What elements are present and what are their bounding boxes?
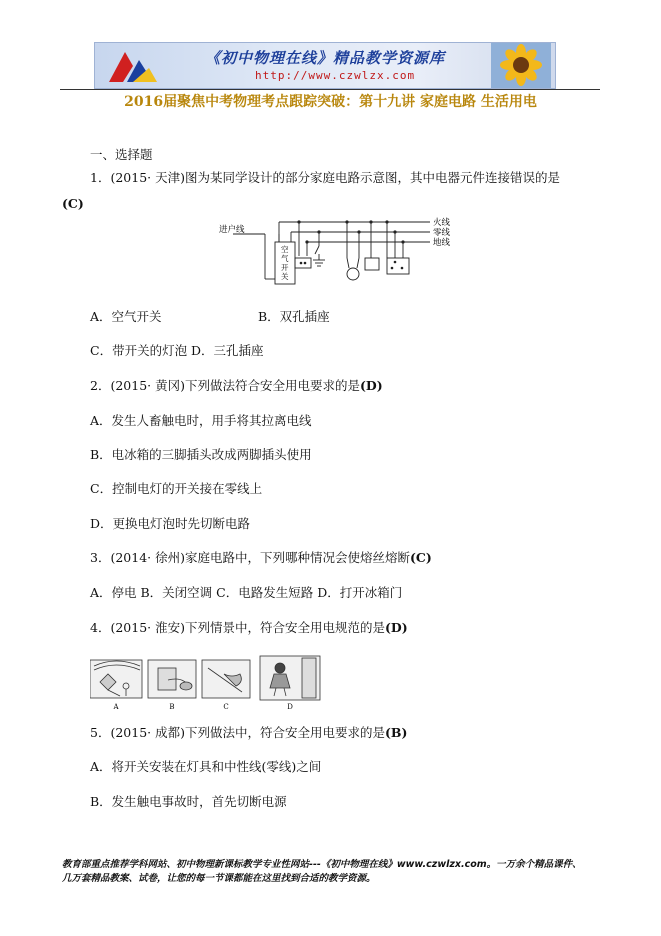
q4-stem [90, 620, 408, 636]
q4-label-a: A [113, 703, 119, 711]
q3-options: A．停电 B．关闭空调 C．电路发生短路 D．打开冰箱门 [90, 585, 403, 600]
q2-option-b: B．电冰箱的三脚插头改成两脚插头使用 [90, 447, 312, 462]
diagram-label-ground: 地线 [433, 238, 451, 248]
q4-label-d: D [287, 703, 293, 711]
q4-label-b: B [169, 703, 175, 711]
q1-option-c-d: C．带开关的灯泡 D．三孔插座 [90, 343, 264, 358]
q1-option-a: A．空气开关 [90, 309, 162, 324]
page-footer [62, 858, 602, 886]
section-heading: 一、选择题 [90, 147, 153, 162]
footer-line-1: 教育部重点推荐学科网站、初中物理新课标教学专业性网站---《初中物理在线》www.czwlzx.com。一万余个精品课件、 [62, 859, 582, 870]
q2-stem-text: 2．(2015· 黄冈)下列做法符合安全用电要求的是 [90, 378, 360, 393]
banner-url[interactable]: http://www.czwlzx.com [255, 69, 416, 82]
banner-title: 《初中物理在线》精品教学资源库 [205, 49, 446, 67]
footer-line-2: 几万套精品教案、试卷，让您的每一节课都能在这里找到合适的教学资源。 [62, 873, 376, 884]
q3-answer: (C) [409, 550, 432, 565]
q5-answer: (B) [384, 725, 408, 740]
site-logo-icon [103, 46, 161, 86]
diagram-switch-char: 开 [281, 263, 289, 272]
diagram-label-inlet: 进户线 [219, 225, 245, 235]
q4-scenes-illustration [90, 652, 330, 712]
header-banner [94, 42, 556, 89]
diagram-switch-char: 关 [281, 272, 289, 281]
diagram-switch-char: 空 [281, 245, 289, 254]
q2-answer: (D) [359, 378, 383, 393]
q2-option-c: C．控制电灯的开关接在零线上 [90, 481, 263, 496]
q5-option-b: B．发生触电事故时，首先切断电源 [90, 794, 287, 809]
diagram-label-live: 火线 [433, 218, 451, 228]
q5-stem-text: 5．(2015· 成都)下列做法中，符合安全用电要求的是 [90, 725, 385, 740]
q3-stem-text: 3．(2014· 徐州)家庭电路中，下列哪种情况会使熔丝熔断 [90, 550, 410, 565]
q2-stem [90, 378, 383, 394]
header-divider [60, 89, 600, 90]
q5-option-a: A．将开关安装在灯具和中性线(零线)之间 [90, 759, 322, 774]
q1-option-b: B．双孔插座 [258, 309, 330, 324]
diagram-label-neutral: 零线 [433, 228, 451, 238]
document-title: 2016届聚焦中考物理考点跟踪突破：第十九讲 家庭电路 生活用电 [124, 94, 537, 110]
q1-answer: (C) [62, 196, 84, 211]
q3-stem [90, 550, 432, 566]
q1-stem: 1．(2015· 天津)图为某同学设计的部分家庭电路示意图，其中电器元件连接错误的是 [90, 170, 560, 185]
q4-stem-text: 4．(2015· 淮安)下列情景中，符合安全用电规范的是 [90, 620, 385, 635]
q1-circuit-diagram [215, 214, 465, 294]
q4-label-c: C [223, 703, 229, 711]
q4-answer: (D) [384, 620, 408, 635]
q5-stem [90, 725, 407, 741]
q2-option-d: D．更换电灯泡时先切断电路 [90, 516, 251, 531]
q2-option-a: A．发生人畜触电时，用手将其拉离电线 [90, 413, 312, 428]
diagram-switch-char: 气 [281, 254, 289, 263]
sunflower-icon [491, 43, 551, 88]
